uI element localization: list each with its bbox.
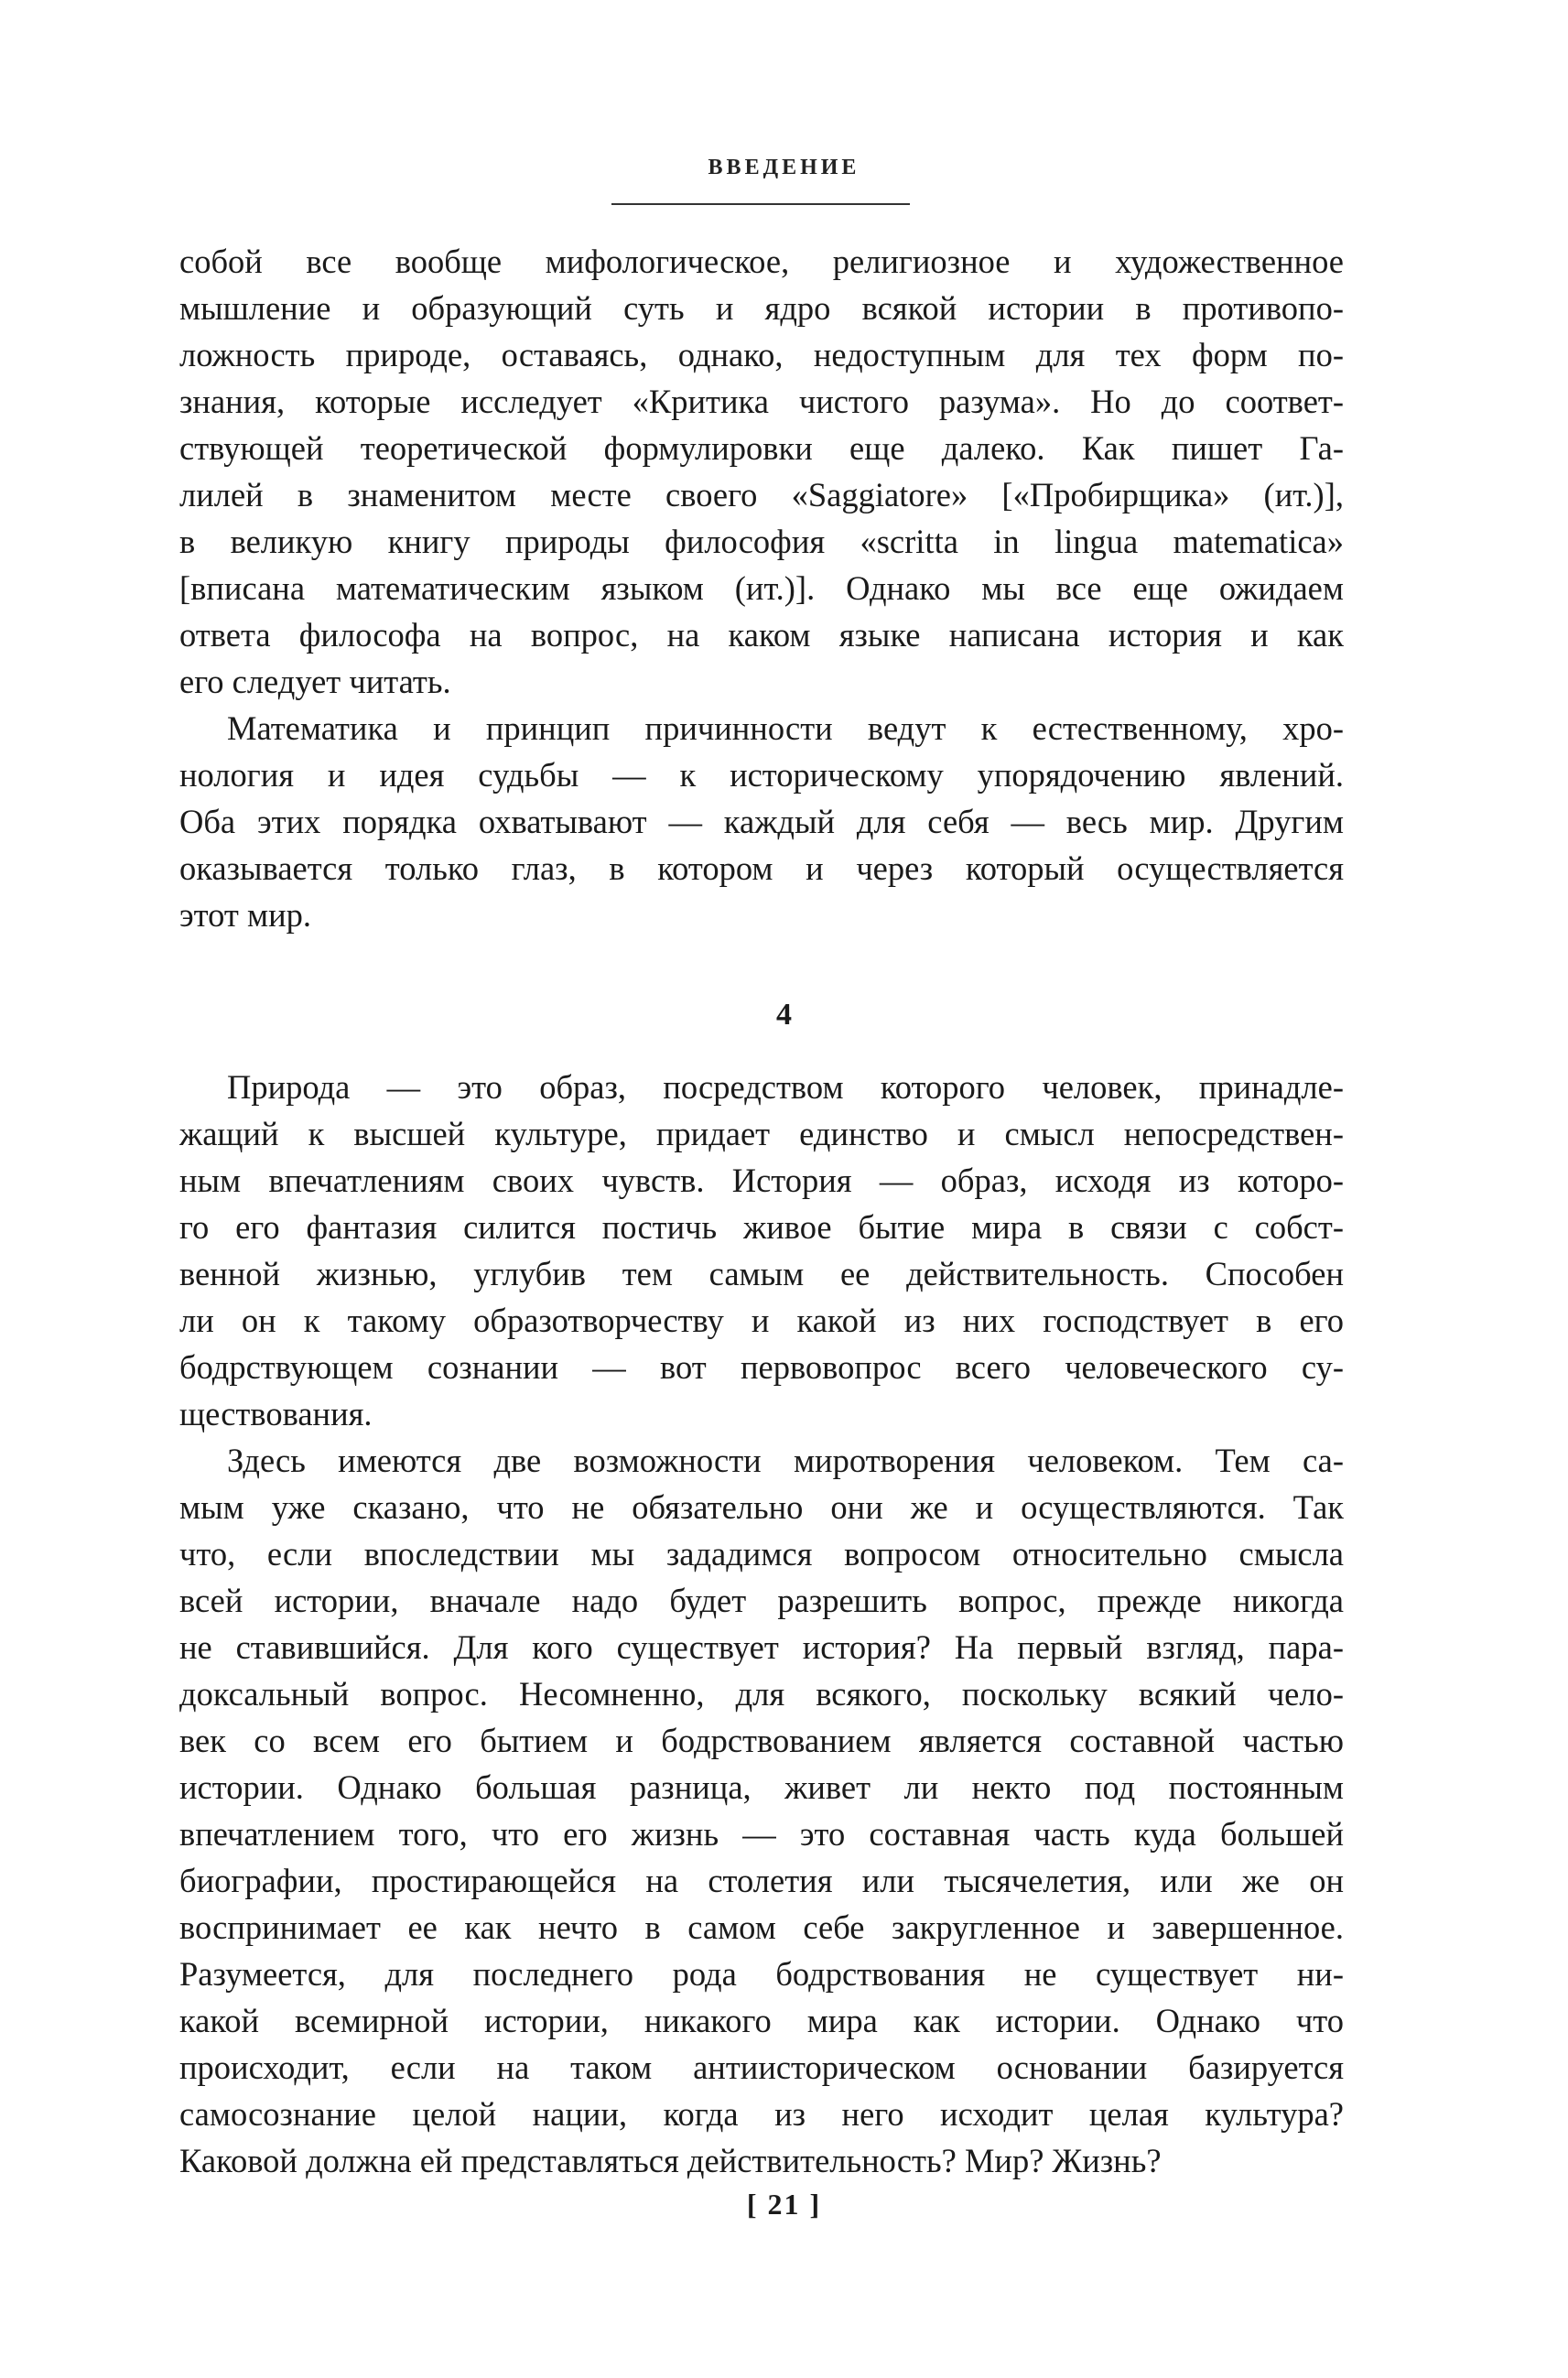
text-line: век со всем его бытием и бодрствованием является составной частью [179,1722,1344,1759]
text-line: самосознание целой нации, когда из него исходит целая культура? [179,2095,1344,2133]
text-line: Оба этих порядка охватывают — каждый для себя — весь мир. Другим [179,803,1344,840]
text-line: какой всемирной истории, никакого мира как истории. Однако что [179,2002,1344,2039]
text-line: доксальный вопрос. Несомненно, для всякого, поскольку всякий чело- [179,1675,1344,1713]
text-line: ответа философа на вопрос, на каком языке написана история и как [179,616,1344,654]
text-line: мым уже сказано, что не обязательно они же и осуществляются. Так [179,1488,1344,1526]
text-line: знания, которые исследует «Критика чистого разума». Но до соответ- [179,383,1344,420]
text-line: бодрствующем сознании — вот первовопрос всего человеческого су- [179,1348,1344,1386]
text-line: Здесь имеются две возможности миротворения человеком. Тем са- [227,1442,1344,1479]
running-head: ВВЕДЕНИЕ [708,156,860,179]
text-line: Математика и принцип причинности ведут к естественному, хро- [227,709,1344,747]
text-line: жащий к высшей культуре, придает единство и смысл непосредствен- [179,1115,1344,1152]
text-line: Разумеется, для последнего рода бодрствования не существует ни- [179,1955,1344,1993]
text-block-lower [179,1064,1344,2184]
text-line: в великую книгу природы философия «scritta in lingua matematica» [179,523,1344,560]
text-line: Природа — это образ, посредством которого человек, принадле- [227,1068,1344,1106]
text-line: нология и идея судьбы — к историческому упорядочению явлений. [179,756,1344,794]
paragraph [179,1437,1344,2184]
text-line: биографии, простирающейся на столетия или тысячелетия, или же он [179,1862,1344,1899]
text-line: лилей в знаменитом месте своего «Saggiatore» [«Пробирщика» (ит.)], [179,476,1344,513]
paragraph [179,1064,1344,1437]
text-line: воспринимает ее как нечто в самом себе закругленное и завершенное. [179,1908,1344,1946]
text-line: не ставившийся. Для кого существует история? На первый взгляд, пара- [179,1628,1344,1666]
paragraph [179,705,1344,938]
text-line: го его фантазия силится постичь живое бытие мира в связи с собст- [179,1208,1344,1246]
header-rule [611,203,910,205]
text-line: ществования. [179,1395,373,1432]
text-line: оказывается только глаз, в котором и через который осуществляется [179,849,1344,887]
text-line: ли он к такому образотворчеству и какой из них господствует в его [179,1302,1344,1339]
text-line: Каковой должна ей представляться действительность? Мир? Жизнь? [179,2142,1162,2179]
section-number: 4 [776,998,792,1032]
text-line: собой все вообще мифологическое, религиозное и художественное [179,243,1344,280]
text-line: мышление и образующий суть и ядро всякой истории в противопо- [179,289,1344,327]
text-line: ствующей теоретической формулировки еще далеко. Как пишет Га- [179,429,1344,467]
text-line: венной жизнью, углубив тем самым ее действительность. Способен [179,1255,1344,1292]
text-line: его следует читать. [179,663,451,700]
text-line: всей истории, вначале надо будет разрешить вопрос, прежде никогда [179,1582,1344,1619]
text-line: происходит, если на таком антиисторическом основании базируется [179,2048,1344,2086]
text-line: [вписана математическим языком (ит.)]. Однако мы все еще ожидаем [179,569,1344,607]
text-line: что, если впоследствии мы зададимся вопросом относительно смысла [179,1535,1344,1573]
paragraph [179,238,1344,705]
text-line: истории. Однако большая разница, живет ли некто под постоянным [179,1768,1344,1806]
text-line: ложность природе, оставаясь, однако, недоступным для тех форм по- [179,336,1344,373]
page-number: [ 21 ] [746,2188,822,2221]
text-line: впечатлением того, что его жизнь — это составная часть куда большей [179,1815,1344,1853]
text-line: ным впечатлениям своих чувств. История — образ, исходя из которо- [179,1162,1344,1199]
text-block-upper [179,238,1344,938]
text-line: этот мир. [179,896,311,934]
